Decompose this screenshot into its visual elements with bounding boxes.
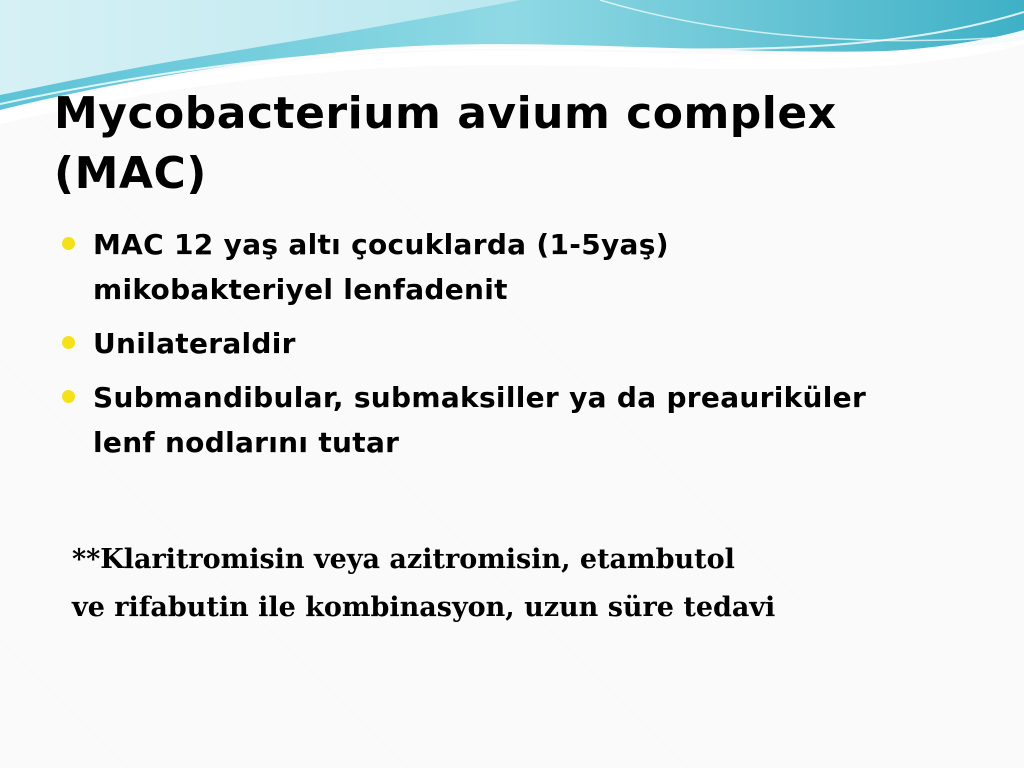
bullet-item — [62, 321, 962, 366]
bullet-item — [62, 222, 962, 312]
bullet-text-line-2: lenf nodlarını tutar — [93, 426, 400, 459]
bullet-dot-icon — [62, 336, 75, 349]
bullet-text-line-1: Unilateraldir — [93, 327, 296, 360]
slide-title-line-1: Mycobacterium avium complex — [54, 88, 837, 139]
slide-title — [54, 84, 954, 204]
bullet-dot-icon — [62, 237, 75, 250]
bullet-text-line-1: MAC 12 yaş altı çocuklarda (1-5yaş) — [93, 228, 669, 261]
bullet-item — [62, 375, 962, 465]
treatment-note-line-2: ve rifabutin ile kombinasyon, uzun süre tedavi — [72, 592, 776, 623]
slide-title-line-2: (MAC) — [54, 148, 207, 199]
bullet-text-line-2: mikobakteriyel lenfadenit — [93, 273, 508, 306]
treatment-note-line-1: **Klaritromisin veya azitromisin, etambutol — [72, 544, 735, 575]
bullet-dot-icon — [62, 390, 75, 403]
bullet-text-line-1: Submandibular, submaksiller ya da preauriküler — [93, 381, 867, 414]
bullet-list — [62, 222, 962, 474]
treatment-note — [72, 536, 972, 632]
